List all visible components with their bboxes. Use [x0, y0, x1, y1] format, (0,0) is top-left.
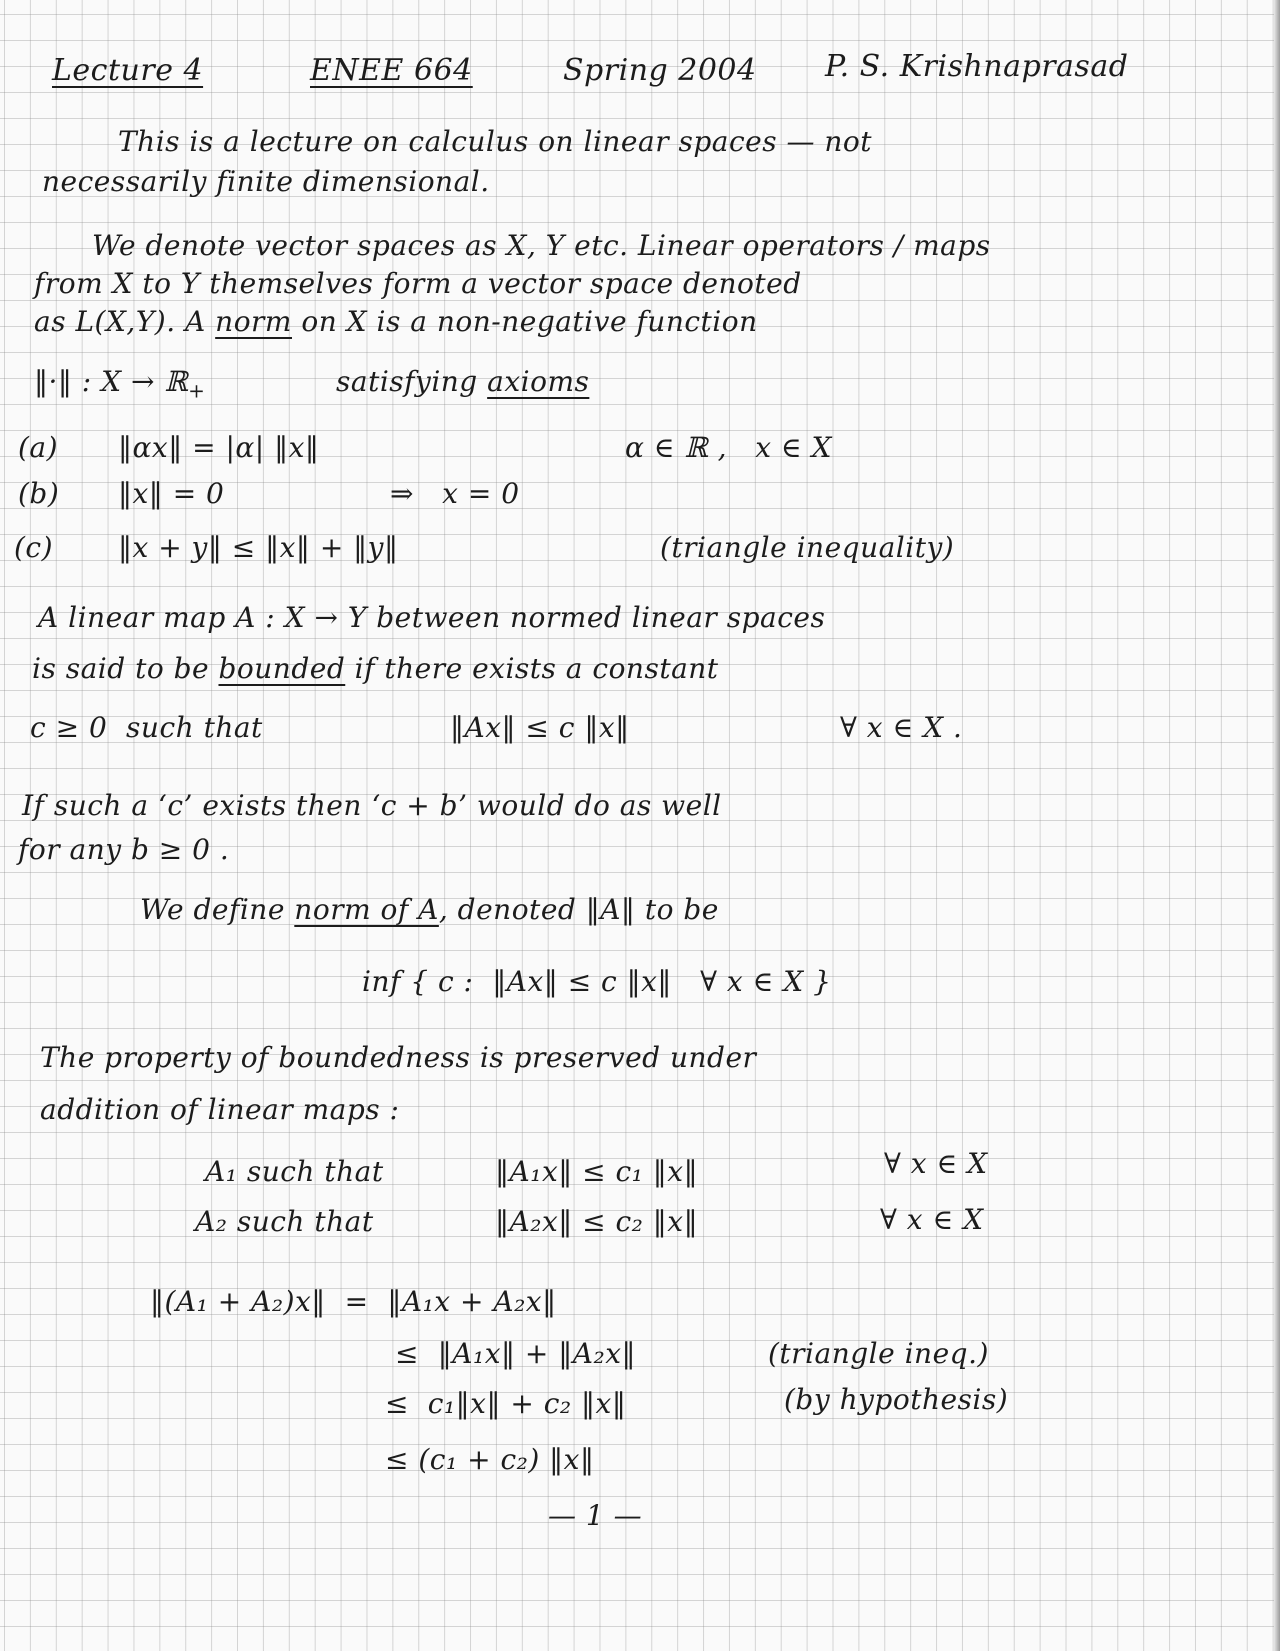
axiom-b-label: (b) — [18, 477, 60, 510]
vector-space-line-1: We denote vector spaces as X, Y etc. Linear operators / maps — [92, 229, 991, 262]
infimum-expression: inf { c : ‖Ax‖ ≤ c ‖x‖ ∀ x ∈ X } — [362, 965, 832, 998]
bounded-line-3-a: c ≥ 0 such that — [30, 711, 263, 744]
calc-line-2-note: (triangle ineq.) — [768, 1337, 989, 1370]
a1-quantifier: ∀ x ∈ X — [884, 1147, 988, 1180]
norm-map: ‖·‖ : X → ℝ$_+$ — [34, 365, 206, 403]
page-edge-shadow — [1274, 0, 1280, 1651]
c-plus-b-line-1: If such a ‘c’ exists then ‘c + b’ would do as well — [22, 789, 722, 822]
intro-line-1: This is a lecture on calculus on linear spaces — not — [118, 125, 873, 158]
bounded-inequality: ‖Ax‖ ≤ c ‖x‖ — [450, 711, 630, 744]
calc-line-3-note: (by hypothesis) — [784, 1383, 1009, 1416]
course-code: ENEE 664 — [310, 53, 473, 88]
intro-line-2: necessarily finite dimensional. — [42, 165, 490, 198]
norm-of-a-term: norm of A — [294, 893, 439, 926]
bounded-term: bounded — [218, 652, 346, 685]
a2-quantifier: ∀ x ∈ X — [880, 1203, 984, 1236]
property-line-1: The property of boundedness is preserved under — [40, 1041, 757, 1074]
axiom-b-equation: ‖x‖ = 0 — [118, 477, 225, 510]
axiom-b-implication: ⇒ x = 0 — [390, 477, 520, 510]
bounded-line-2: is said to be bounded if there exists a constant — [32, 652, 719, 685]
page-number: — 1 — — [548, 1499, 643, 1532]
a2-inequality: ‖A₂x‖ ≤ c₂ ‖x‖ — [495, 1205, 699, 1238]
calc-line-4: ≤ (c₁ + c₂) ‖x‖ — [385, 1443, 595, 1476]
calc-line-1: ‖(A₁ + A₂)x‖ = ‖A₁x + A₂x‖ — [150, 1285, 557, 1318]
author: P. S. Krishnaprasad — [825, 49, 1129, 84]
bounded-line-1: A linear map A : X → Y between normed linear spaces — [38, 601, 826, 634]
definition-line: We define norm of A, denoted ‖A‖ to be — [140, 893, 719, 926]
norm-term: norm — [215, 305, 292, 338]
a2-label: A₂ such that — [195, 1205, 374, 1238]
axiom-c-equation: ‖x + y‖ ≤ ‖x‖ + ‖y‖ — [118, 531, 399, 564]
axiom-a-condition: α ∈ ℝ , x ∈ X — [625, 431, 832, 464]
satisfying-axioms: satisfying axioms — [336, 365, 590, 398]
axiom-c-label: (c) — [14, 531, 54, 564]
c-plus-b-line-2: for any b ≥ 0 . — [18, 833, 230, 866]
calc-line-3: ≤ c₁‖x‖ + c₂ ‖x‖ — [385, 1387, 627, 1420]
term: Spring 2004 — [563, 53, 757, 88]
axiom-c-note: (triangle inequality) — [660, 531, 955, 564]
a1-inequality: ‖A₁x‖ ≤ c₁ ‖x‖ — [495, 1155, 699, 1188]
a1-label: A₁ such that — [205, 1155, 384, 1188]
property-line-2: addition of linear maps : — [40, 1093, 400, 1126]
vector-space-line-3: as L(X,Y). A norm on X is a non-negative function — [34, 305, 758, 338]
lecture-label: Lecture 4 — [52, 53, 204, 88]
calc-line-2: ≤ ‖A₁x‖ + ‖A₂x‖ — [395, 1337, 636, 1370]
axiom-a-equation: ‖αx‖ = |α| ‖x‖ — [118, 431, 320, 464]
axiom-a-label: (a) — [18, 431, 59, 464]
bounded-quantifier: ∀ x ∈ X . — [840, 711, 963, 744]
vector-space-line-2: from X to Y themselves form a vector space denoted — [34, 267, 802, 300]
